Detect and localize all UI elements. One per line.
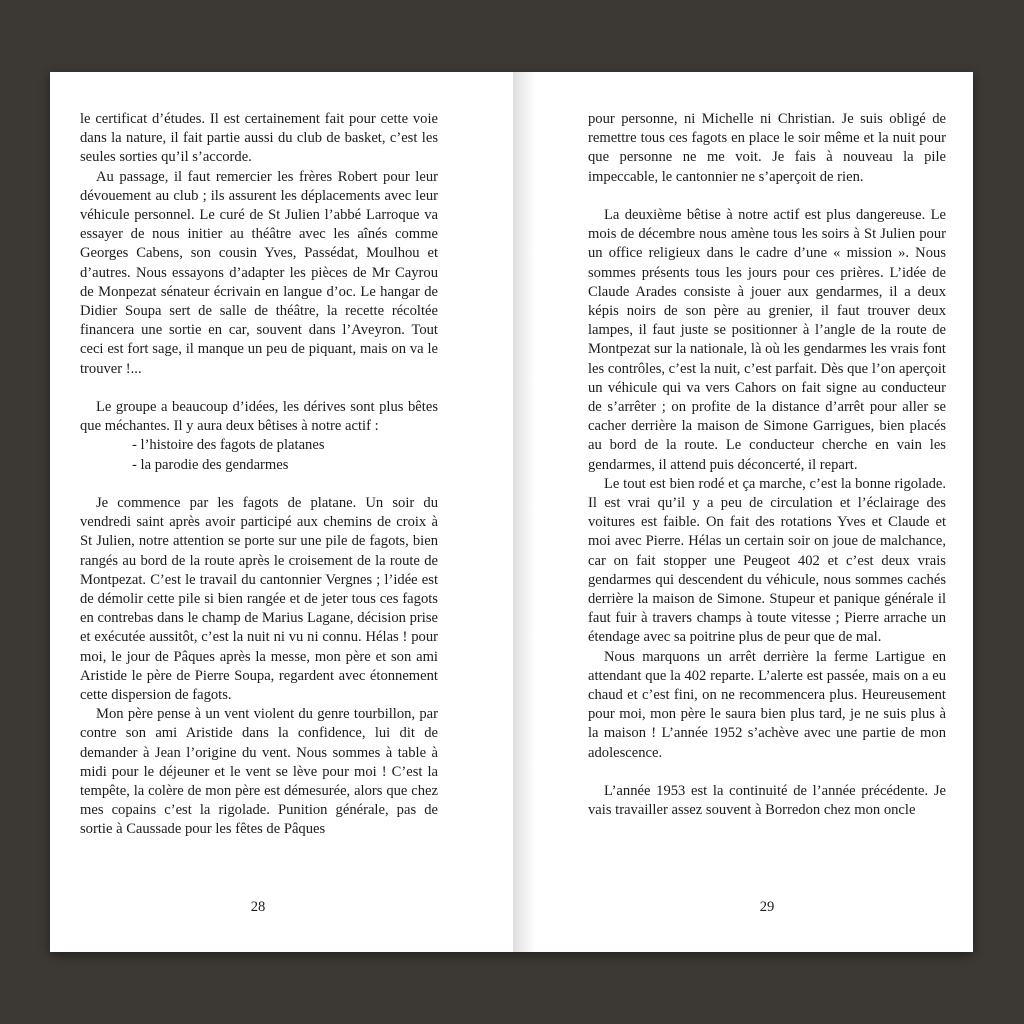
paragraph: La deuxième bêtise à notre actif est plus dangereuse. Le mois de décembre nous amène tous les soirs à St Julien pour un office religieux dans le cadre d’une « mission ». Nous sommes présents tous les jours pour ces prières. L’idée de Claude Arades consiste à jouer aux gendarmes, il a deux képis noirs de son père au grenier, il faut trouver deux lampes, il faut juste se positionner à l’angle de la route de Montpezat sur la nationale, là où les gendarmes les vrais font les contrôles, c’est la nuit, c’est parfait. Dès que l’on aperçoit un véhicule qui va vers Cahors on fait signe au conducteur de s’arrêter ; on profite de la distance d’arrêt pour aller se cacher derrière la maison de Simone Garrigues, bien placés au bord de la route. Le conducteur cherche en vain les gendarmes, il attend puis déconcerté, il repart. [588,207,946,473]
right-page-text [588,110,946,820]
paragraph: Nous marquons un arrêt derrière la ferme Lartigue en attendant que la 402 reparte. L’alerte est passée, mais on a eu chaud et c’est fini, on ne recommencera plus. Heureusement pour moi, mon père le saura bien plus tard, je ne suis plus à la maison ! L’année 1952 s’achève avec une partie de mon adolescence. [588,648,946,761]
paragraph: Mon père pense à un vent violent du genre tourbillon, par contre son ami Aristide dans la confidence, lui dit de demander à Jean l’origine du vent. Nous sommes à table à midi pour le déjeuner et le vent se lève pour moi ! C’est la tempête, la colère de mon père est démesurée, alors que chez mes copains c’est la rigolade. Punition générale, pas de sortie à Caussade pour les fêtes de Pâques [80,706,438,838]
page-number: 29 [759,899,775,915]
paragraph: Le tout est bien rodé et ça marche, c’est la bonne rigolade. Il est vrai qu’il y a peu de circulation et l’éclairage des voitures est faible. On fait des rotations Yves et Claude et moi avec Pierre. Hélas un certain soir on joue de malchance, car on fait stopper une Peugeot 402 et c’est deux vrais gendarmes qui descendent du véhicule, nous sommes cachés derrière la maison de Simone. Stupeur et panique générale il faut fuir à travers champs à toute vitesse ; Pierre arrache un étendage avec sa poitrine plus de peur que de mal. [588,475,946,646]
paragraph: Je commence par les fagots de platane. Un soir du vendredi saint après avoir participé aux chemins de croix à St Julien, notre attention se porte sur une pile de fagots, bien rangés au bord de la route après le croisement de la route de Montpezat. C’est le travail du cantonnier Vergnes ; l’idée est de démolir cette pile si bien rangée et de jeter tous ces fagots en contrebas dans le champ de Marius Lagane, décision prise et exécutée aussitôt, c’est la nuit ni vu ni connu. Hélas ! pour moi, le jour de Pâques après la messe, mon père et son ami Aristide le père de Pierre Soupa, regardent avec étonnement cette dispersion de fagots. [80,495,438,704]
list-item: - la parodie des gendarmes [132,456,289,473]
left-page-text [80,110,438,840]
paragraph: Au passage, il faut remercier les frères Robert pour leur dévouement au club ; ils assurent les déplacements avec leur véhicule personnel. Le curé de St Julien l’abbé Larroque va essayer de nous initier au théâtre avec les aînés comme Georges Cabens, son cousin Yves, Passédat, Moulhou et d’autres. Nous essayons d’adapter les pièces de Mr Cayrou de Monpezat sénateur écrivain en langue d’oc. Le hangar de Didier Soupa sert de salle de théâtre, la recette récoltée financera une sortie en car, souvent dans l’Aveyron. Tout ceci est fort sage, il manque un peu de piquant, mais on va le trouver !... [80,168,438,377]
right-page [511,72,973,952]
open-book [50,72,973,952]
paragraph: L’année 1953 est la continuité de l’année précédente. Je vais travailler assez souvent à Borredon chez mon oncle [588,783,946,819]
paragraph: Le groupe a beaucoup d’idées, les dérives sont plus bêtes que méchantes. Il y aura deux bêtises à notre actif : [80,399,438,435]
page-number: 28 [250,899,266,915]
list-item: - l’histoire des fagots de platanes [132,437,325,454]
left-page [50,72,511,952]
bullet-list [80,436,438,474]
paragraph: le certificat d’études. Il est certainement fait pour cette voie dans la nature, il fait partie aussi du club de basket, c’est les seules sorties qu’il s’accorde. [80,111,438,166]
paragraph: pour personne, ni Michelle ni Christian. Je suis obligé de remettre tous ces fagots en place le soir même et la nuit pour que personne ne me voit. Je fais à nouveau la pile impeccable, le cantonnier ne s’aperçoit de rien. [588,111,946,185]
